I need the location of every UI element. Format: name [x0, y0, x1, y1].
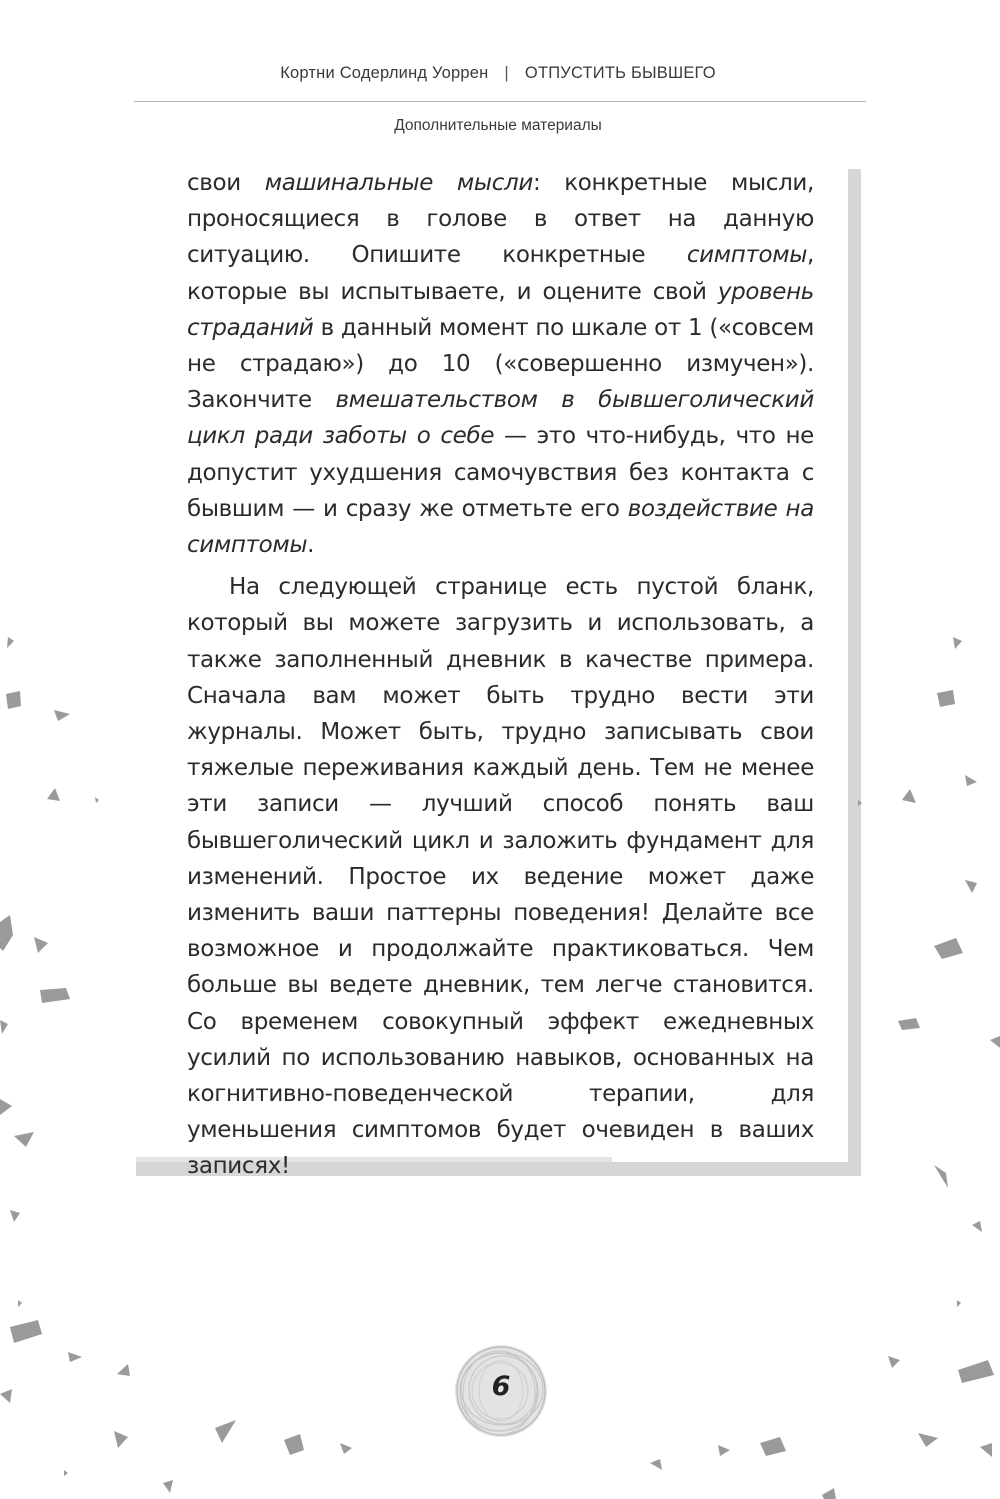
confetti-piece [117, 1364, 130, 1376]
confetti-piece [47, 788, 60, 801]
header-rule [134, 101, 866, 102]
text-run: , которые вы испытываете, и оцените свой [187, 242, 814, 305]
confetti-piece [54, 710, 70, 721]
term-symptoms: симптомы [686, 242, 808, 269]
confetti-piece [68, 1352, 82, 1362]
confetti-piece [902, 789, 916, 803]
confetti-piece [0, 915, 13, 951]
confetti-piece [918, 1433, 938, 1447]
confetti-piece [10, 1320, 42, 1343]
confetti-piece [7, 637, 14, 648]
confetti-piece [0, 1020, 8, 1034]
confetti-piece [934, 1165, 948, 1188]
body-text [187, 165, 814, 1185]
header-separator: | [504, 64, 509, 82]
term-impact-on-symptoms: воздействие на симптомы [187, 495, 814, 559]
term-automatic-thoughts: машинальные мысли [264, 170, 533, 196]
confetti-piece [898, 1018, 920, 1030]
confetti-piece [972, 1221, 982, 1232]
confetti-piece [953, 637, 962, 649]
confetti-piece [6, 691, 21, 709]
confetti-piece [650, 1459, 662, 1470]
confetti-piece [0, 1389, 12, 1403]
text-run: : конкретные мысли, проносящиеся в голове в ответ на данную ситуацию. Опишите конкретные [187, 170, 814, 269]
confetti-piece [284, 1434, 304, 1455]
text-run: . [307, 532, 315, 559]
confetti-piece [980, 1443, 992, 1457]
paragraph-2: На следующей странице есть пустой бланк, который вы можете загрузить и использовать, а также заполненный дневник в качестве примера. Сначала вам может быть трудно вести эти журналы. Может быть, трудно записывать свои тяжелые переживания каждый день. Тем не менее эти записи — лучший способ понять ваш бывшеголический цикл и заложить фундамент для изменений. Простое их ведение может даже изменить ваши паттерны поведения! Делайте все возможное и продолжайте практиковаться. Чем больше вы ведете дневник, тем легче становится. Со временем совокупный эффект ежедневных усилий по использованию навыков, основанных на когнитивно-поведенческой терапии, для уменьшения симптомов будет очевиден в ваших записях! [187, 574, 814, 1180]
confetti-piece [937, 690, 955, 707]
confetti-piece [14, 1132, 34, 1147]
confetti-piece [965, 880, 977, 893]
confetti-piece [0, 1099, 12, 1115]
confetti-piece [95, 797, 99, 803]
confetti-piece [934, 938, 963, 959]
paragraph-1 [187, 165, 814, 563]
confetti-piece [760, 1437, 786, 1456]
confetti-piece [114, 1431, 128, 1448]
confetti-piece [340, 1443, 352, 1454]
confetti-piece [958, 1360, 994, 1383]
section-title: Дополнительные материалы [394, 117, 602, 134]
confetti-piece [215, 1420, 236, 1443]
term-intervention: вмешательством в бывшеголический цикл ради заботы о себе [187, 387, 814, 450]
text-run: — это что-нибудь, что не допустит ухудшения самочувствия без контакта с бывшим — и сразу же отметьте его [187, 423, 814, 522]
confetti-piece [163, 1480, 173, 1493]
confetti-piece [718, 1445, 730, 1456]
text-run: в данный момент по шкале от 1 («совсем не страдаю») до 10 («совершенно измучен»). Закончите [187, 314, 814, 414]
confetti-piece [40, 988, 70, 1003]
confetti-piece [10, 1210, 20, 1222]
author-name: Кортни Содерлинд Уоррен [280, 64, 489, 82]
confetti-piece [888, 1356, 900, 1368]
term-distress-level: уровень страданий [187, 278, 814, 341]
book-title: ОТПУСТИТЬ БЫВШЕГО [524, 64, 716, 82]
confetti-piece [957, 1300, 961, 1307]
confetti-piece [965, 775, 977, 786]
confetti-piece [822, 1488, 836, 1499]
page-number: 6 [491, 1371, 511, 1402]
frame-right-bar [848, 169, 861, 1162]
confetti-piece [64, 1470, 68, 1476]
running-head [130, 64, 866, 83]
confetti-piece [990, 1036, 1000, 1048]
confetti-piece [18, 1300, 22, 1307]
confetti-piece [34, 937, 48, 953]
text-run: свои [187, 170, 265, 196]
